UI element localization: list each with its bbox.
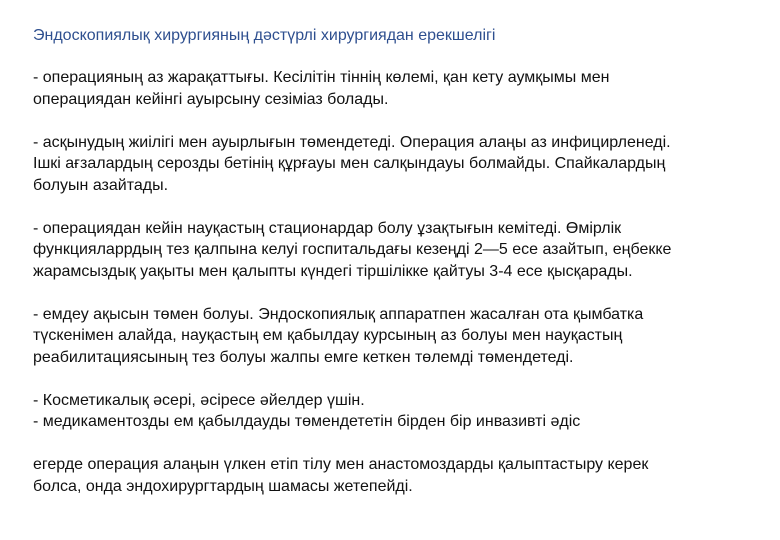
paragraph-complications bbox=[33, 132, 763, 197]
text-line: - емдеу ақысын төмен болуы. Эндоскопиялық аппаратпен жасалған ота қымбатка bbox=[33, 305, 644, 323]
text-line: түскенімен алайда, науқастың ем қабылдау курсының аз болуы мен науқастың bbox=[33, 327, 623, 344]
text-line: - асқынудың жиілігі мен ауырлығын төмендетеді. Операция алаңы аз инфицирленеді. bbox=[33, 133, 671, 151]
paragraph-hospital-stay bbox=[33, 218, 763, 283]
paragraph-limitation bbox=[33, 454, 763, 497]
text-line: - Косметикалық әсері, әсіресе әйелдер үшін. bbox=[33, 391, 365, 409]
text-line: - операцияның аз жарақаттығы. Кесілітін тіннің көлемі, қан кету аумқымы мен bbox=[33, 69, 610, 86]
paragraph-cosmetic bbox=[33, 390, 763, 433]
text-line: - медикаментозды ем қабылдауды төмендететін бірден бір инвазивті әдіс bbox=[33, 413, 581, 430]
slide-body bbox=[33, 67, 763, 497]
text-line: егерде операция алаңын үлкен етіп тілу мен анастомоздарды қалыптастыру керек bbox=[33, 456, 649, 473]
text-line: болса, онда эндохирургтардың шамасы жетепейді. bbox=[33, 477, 413, 495]
text-line: жарамсыздық уақыты мен қалыпты күндегі тіршілікке қайтуы 3-4 есе қысқарады. bbox=[33, 262, 633, 280]
text-line: операциядан кейінгі ауырсыну сезіміаз болады. bbox=[33, 90, 389, 108]
slide-title: Эндоскопиялық хирургияның дәстүрлі хирургиядан ерекшелігі bbox=[33, 27, 496, 44]
text-line: - операциядан кейін науқастың стационардар болу ұзақтығын кемітеді. Өмірлік bbox=[33, 219, 622, 237]
text-line: реабилитациясының тез болуы жалпы емге кеткен төлемді төмендетеді. bbox=[33, 348, 574, 366]
paragraph-cost bbox=[33, 304, 763, 369]
text-line: Ішкі ағзалардың серозды бетінің құрғауы мен салқындауы болмайды. Спайкалардың bbox=[33, 155, 666, 172]
text-line: функцияларрдың тез қалпына келуі госпитальдағы кезеңді 2—5 есе азайтып, еңбекке bbox=[33, 241, 672, 258]
text-line: болуын азайтады. bbox=[33, 176, 169, 194]
paragraph-low-trauma bbox=[33, 67, 763, 110]
